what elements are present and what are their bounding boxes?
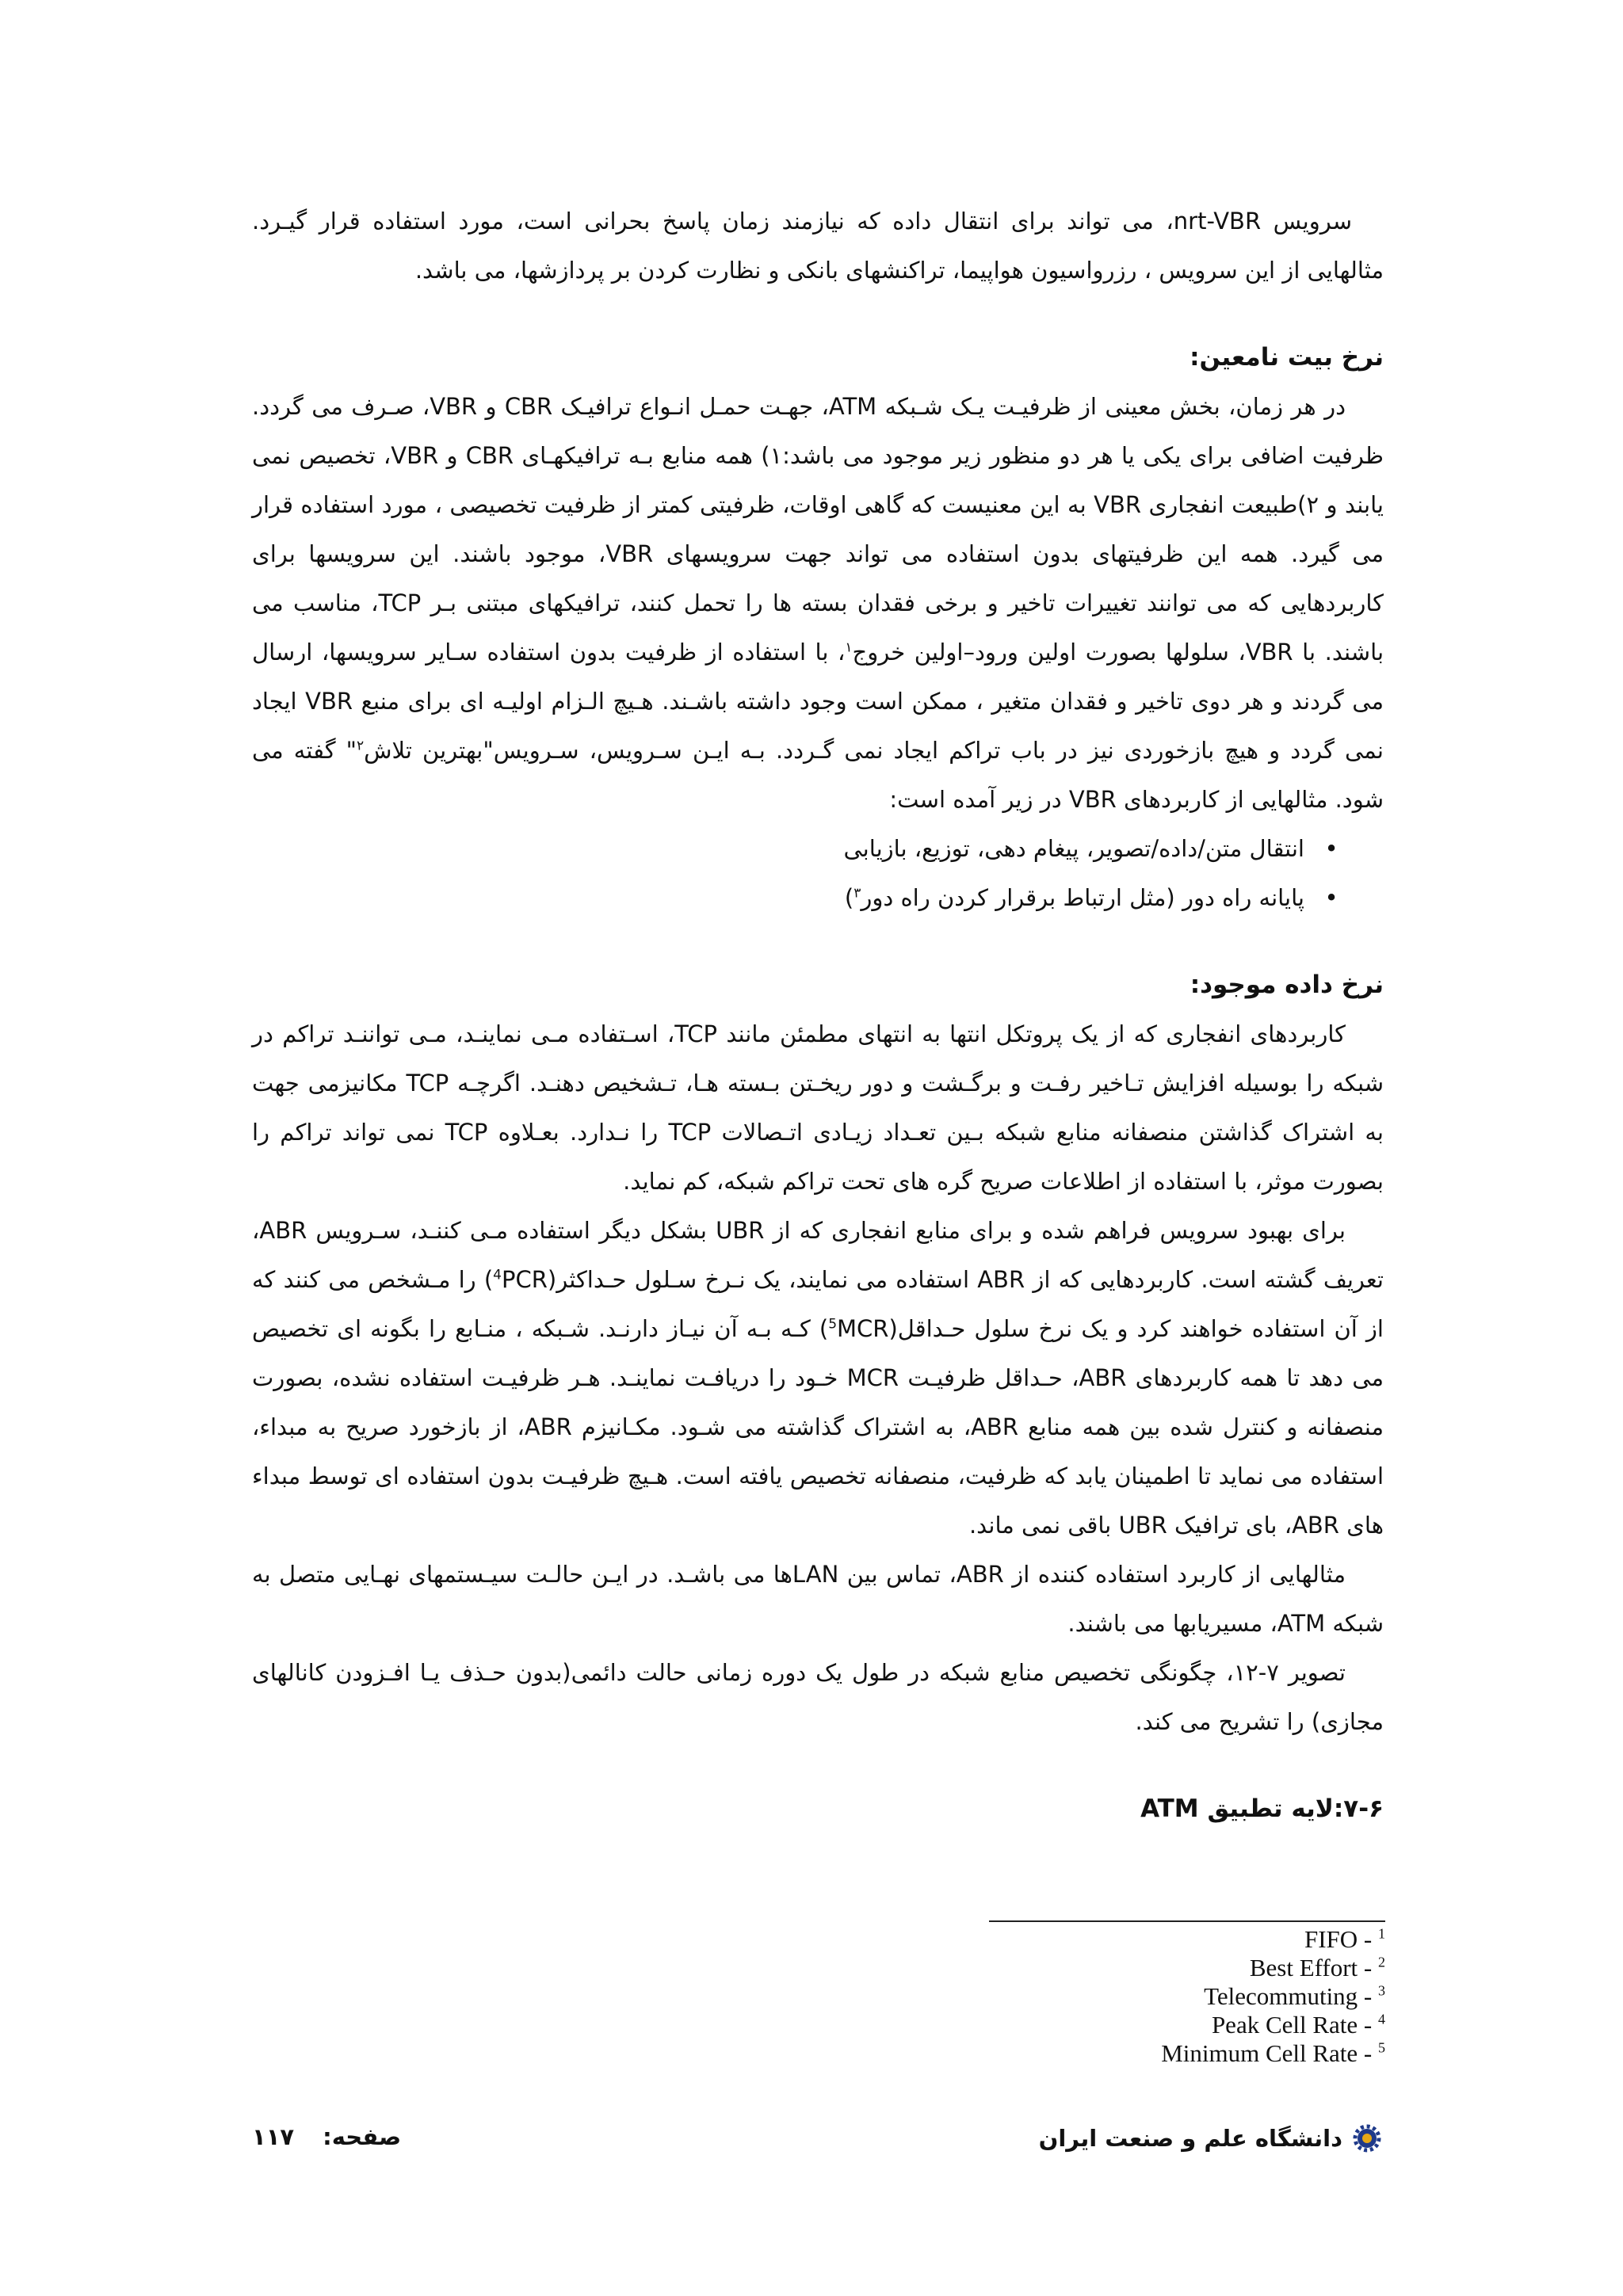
abr-paragraph-3: مثالهایی از کاربرد استفاده کننده از ABR، تماس بین LANها می باشـد. در ایـن حالـت سیـستمهای نهـایی متصل به شبکه ATM، مسیریابها می باشند. — [252, 1561, 1384, 1637]
footnote-1 — [910, 1925, 1385, 1954]
page-label: صفحه: — [323, 2123, 402, 2150]
footnote-text: Peak Cell Rate - — [1211, 2011, 1378, 2039]
section-heading-abr: نرخ داده موجود: — [1190, 971, 1384, 999]
section-heading-ubr: نرخ بیت نامعین: — [1190, 343, 1384, 372]
ubr-text-2: ، با استفاده از ظرفیت بدون استفاده سـایر سرویسها، ارسال می گردند و هر دوی تاخیر و فقدان متغیر ، ممکن است وجود داشته باشـند. هـیچ الـزام اولیـه ای برای منبع VBR ایجاد نمی گردد و هیچ بازخوردی نیز در باب تراکم ایجاد نمی گـردد. بـه ایـن سـرویس، سـرویس"بهترین تلاش — [252, 639, 1384, 764]
list-item-text: پایانه راه دور (مثل ارتباط برقرار کردن راه دور — [861, 884, 1304, 911]
university-logo-icon — [1350, 2122, 1384, 2155]
abr-text-a: برای بهبود سرویس فراهم شده و برای منابع انفجاری که از UBR بشکل دیگر استفاده مـی کننـد، سـرویس ABR، تعریف گشته است. کاربردهایی که از ABR استفاده می نمایند، یک نـرخ سـلول حـداکثر( — [252, 1217, 1384, 1293]
footnotes — [910, 1925, 1385, 2068]
footnote-number: 4 — [1378, 2011, 1385, 2027]
page-body — [252, 196, 1384, 1833]
footnote-3 — [910, 1982, 1385, 2011]
footnote-text: FIFO - — [1304, 1925, 1378, 1953]
ubr-example-list — [252, 824, 1384, 922]
intro-paragraph — [252, 196, 1384, 295]
university-name: دانشگاه علم و صنعت ایران — [1038, 2125, 1342, 2152]
page-number: ۱۱۷ — [252, 2123, 295, 2150]
footnote-text: Minimum Cell Rate - — [1161, 2039, 1378, 2067]
list-item — [252, 824, 1339, 873]
footnote-2 — [910, 1954, 1385, 1982]
footnote-ref-1: ۱ — [845, 639, 853, 656]
abr-text-c: MCR) کـه بـه آن نیـاز دارنـد. شـبکه ، منـابع را بگونه ای تخصیص می دهد تا همه کاربردهای ABR، حـداقل ظرفیـت MCR خـود را دریافـت نماینـد. هـر ظرفیـت استفاده نشده، بصورت منصفانه و کنترل شده بین همه منابع ABR، به اشتراک گذاشته می شـود. مکـانیزم ABR، از بازخورد صریح به مبداء، استفاده می نماید تا اطمینان یابد که ظرفیت، منصفانه تخصیص یافته است. هـیچ ظرفیـت بدون استفاده ای توسط مبداء های ABR، بای ترافیک UBR باقی نمی ماند. — [252, 1315, 1384, 1539]
abr-paragraph-2 — [252, 1206, 1384, 1550]
footnote-text: Best Effort - — [1249, 1954, 1378, 1981]
footnote-number: 5 — [1378, 2039, 1385, 2056]
list-item — [252, 873, 1339, 922]
abr-paragraph-1: کاربردهای انفجاری که از یک پروتکل انتها به انتهای مطمئن مانند TCP، اسـتفاده مـی نماینـد، مـی تواننـد تراکم در شبکه را بوسیله افزایش تـاخیر رفـت و برگـشت و دور ریخـتن بـسته هـا، تـشخیص دهنـد. اگرچـه TCP مکانیزمی جهت به اشتراک گذاشتن منصفانه منابع شبکه بـین تعـداد زیـادی اتـصالات TCP را نـدارد. بعـلاوه TCP نمی تواند تراکم را بصورت موثر، با استفاده از اطلاعات صریح گره های تحت تراکم شبکه، کم نماید. — [252, 1020, 1384, 1195]
footnote-divider — [989, 1920, 1385, 1922]
ubr-paragraph — [252, 382, 1384, 824]
abr-text-b: PCR) را مـشخص می کنند که از آن استفاده خواهند کرد و یک نرخ سلول حـداقل( — [252, 1266, 1384, 1342]
footnote-4 — [910, 2011, 1385, 2039]
section-heading-atm: ۷-۶:لایه تطبیق ATM — [1140, 1794, 1384, 1823]
page-number-area — [252, 2123, 401, 2150]
bullet-icon: • — [1324, 884, 1338, 911]
ubr-text-3: " گفته می شود. مثالهایی از کاربردهای VBR در زیر آمده است: — [252, 737, 1384, 813]
footnote-ref-4: 4 — [493, 1267, 502, 1283]
intro-line-1: سرویس nrt-VBR، می تواند برای انتقال داده که نیازمند زمان پاسخ بحرانی است، مورد استفاده قرار گیـرد. — [252, 208, 1352, 235]
footnote-ref-5: 5 — [828, 1316, 838, 1333]
footnote-ref-2: ۲ — [357, 738, 365, 754]
university-footer — [1039, 2119, 1384, 2158]
ubr-text-1: در هر زمان، بخش معینی از ظرفیـت یـک شـبکه ATM، جهـت حمـل انـواع ترافیـک CBR و VBR، صـرف می گردد. ظرفیت اضافی برای یکی یا هر دو منظور زیر موجود می باشد:۱) همه منابع بـه ترافیکهـای CBR و VBR، تخصیص نمی یابند و ۲)طبیعت انفجاری VBR به این معنیست که گاهی اوقات، ظرفیتی کمتر از ظرفیت تخصیصی ، مورد استفاده قرار می گیرد. همه این ظرفیتهای بدون استفاده می تواند جهت سرویسهای VBR، موجود باشند. این سرویسها برای کاربردهایی که می توانند تغییرات تاخیر و برخی فقدان بسته ها را تحمل کنند، ترافیکهای مبتنی بـر TCP، مناسب می باشند. با VBR، سلولها بصورت اولین ورود–اولین خروج — [252, 393, 1384, 666]
list-item-text: انتقال متن/داده/تصویر، پیغام دهی، توزیع، بازیابی — [843, 835, 1304, 862]
abr-paragraph-4: تصویر ۷-۱۲، چگونگی تخصیص منابع شبکه در طول یک دوره زمانی حالت دائمی(بدون حـذف یـا افـزودن کانالهای مجازی) را تشریح می کند. — [252, 1659, 1384, 1735]
footnote-number: 3 — [1378, 1982, 1385, 1999]
bullet-icon: • — [1324, 835, 1338, 862]
footnote-number: 1 — [1378, 1925, 1385, 1942]
footnote-text: Telecommuting - — [1204, 1982, 1378, 2010]
footnote-number: 2 — [1378, 1954, 1385, 1970]
intro-line-2: مثالهایی از این سرویس ، رزرواسیون هواپیما، تراکنشهای بانکی و نظارت کردن بر پردازشها، می باشد. — [414, 257, 1384, 284]
footnote-5 — [910, 2039, 1385, 2068]
list-item-close: ) — [844, 884, 854, 911]
footnote-ref-3: ۳ — [854, 885, 861, 902]
